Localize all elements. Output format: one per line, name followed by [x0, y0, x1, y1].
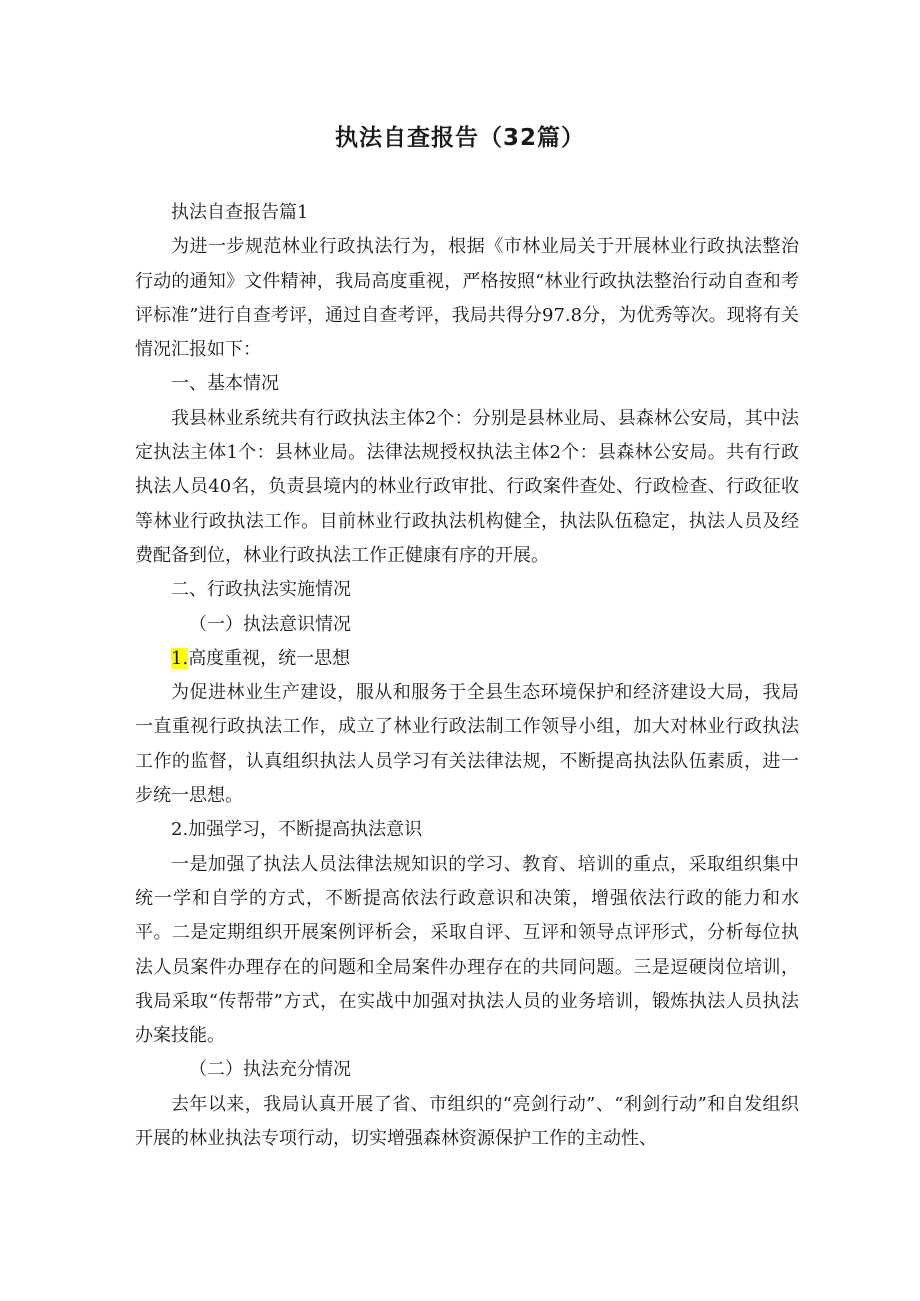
section-heading: 一、基本情况: [171, 373, 279, 395]
paragraph: 为促进林业生产建设，服从和服务于全县生态环境保护和经济建设大局，我局一直重视行政执法工作，成立了林业行政法制工作领导小组，加大对林业行政执法工作的监督，认真组织执法人员学习有关法律法规，不断提高执法队伍素质，进一步统一思想。: [135, 682, 799, 807]
section-heading: 二、行政执法实施情况: [171, 579, 351, 601]
paragraph: 为进一步规范林业行政执法行为，根据《市林业局关于开展林业行政执法整治行动的通知》文件精神，我局高度重视，严格按照“林业行政执法整治行动自查和考评标准”进行自查考评，通过自查考评，我局共得分97.8分，为优秀等次。现将有关情况汇报如下：: [135, 236, 799, 361]
subsection-heading: （一）执法意识情况: [189, 613, 351, 635]
highlighted-number: 1.: [171, 647, 189, 669]
item-heading-text: 高度重视，统一思想: [188, 647, 351, 669]
paragraph: 我县林业系统共有行政执法主体2个：分别是县林业局、县森林公安局，其中法定执法主体1个：县林业局。法律法规授权执法主体2个：县森林公安局。共有行政执法人员40名，负责县境内的林业行政审批、行政案件查处、行政检查、行政征收等林业行政执法工作。目前林业行政执法机构健全，执法队伍稳定，执法人员及经费配备到位，林业行政执法工作正健康有序的开展。: [135, 407, 799, 566]
section-heading: 执法自查报告篇1: [171, 202, 309, 223]
paragraph: 去年以来，我局认真开展了省、市组织的“亮剑行动”、“利剑行动”和自发组织开展的林业执法专项行动，切实增强森林资源保护工作的主动性、: [135, 1093, 799, 1150]
subsection-heading: （二）执法充分情况: [189, 1059, 351, 1081]
item-heading: [135, 642, 799, 676]
document-body: [135, 196, 799, 1156]
document-title: 执法自查报告（32篇）: [334, 125, 585, 151]
paragraph: 一是加强了执法人员法律法规知识的学习、教育、培训的重点，采取组织集中统一学和自学的方式，不断提高依法行政意识和决策，增强依法行政的能力和水平。二是定期组织开展案例评析会，采取自评、互评和领导点评形式，分析每位执法人员案件办理存在的问题和全局案件办理存在的共同问题。三是逗硬岗位培训，我局采取“传帮带”方式，在实战中加强对执法人员的业务培训，锻炼执法人员执法办案技能。: [135, 853, 799, 1047]
item-heading: 2.加强学习，不断提高执法意识: [171, 819, 423, 841]
